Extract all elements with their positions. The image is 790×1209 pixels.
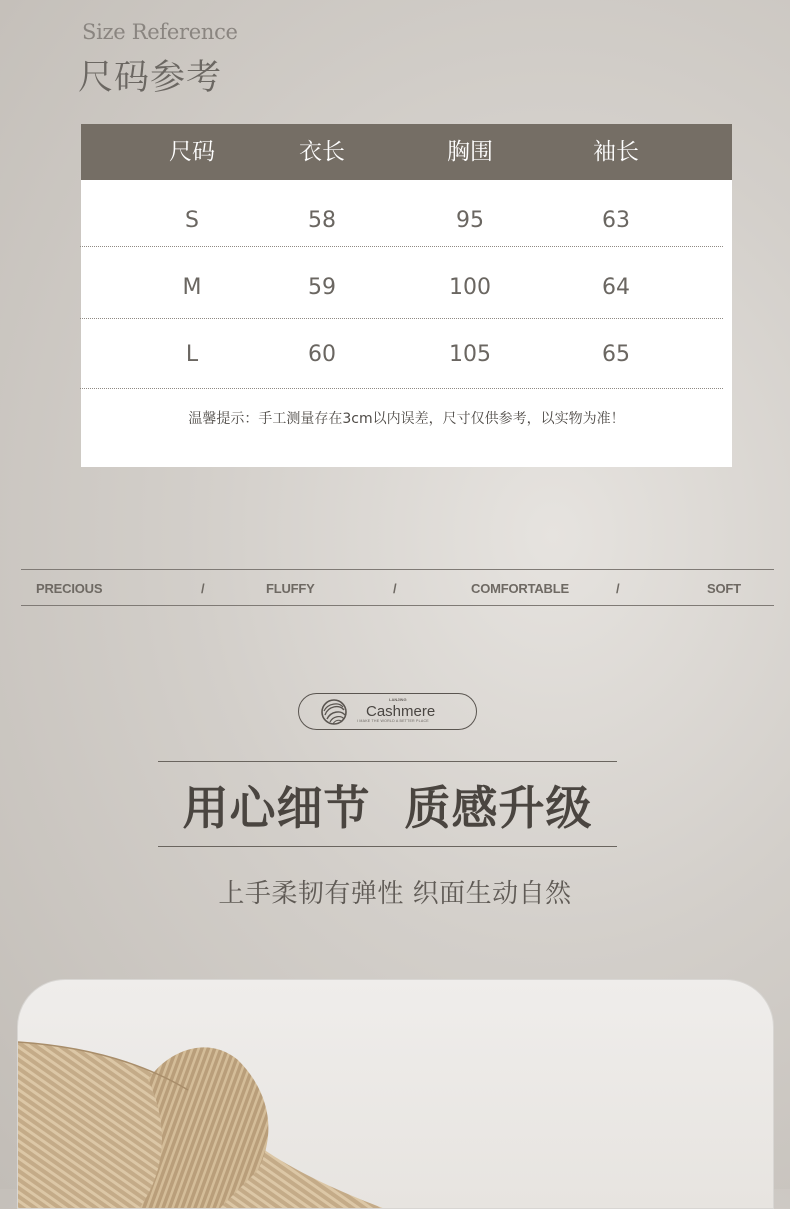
cashmere-badge <box>298 693 477 730</box>
table-cell: 58 <box>308 208 336 233</box>
header-length: 衣长 <box>299 139 345 165</box>
table-cell: S <box>185 208 199 233</box>
header-chest: 胸围 <box>447 139 493 165</box>
feature-separator: / <box>616 581 620 596</box>
brand-tagline: I MAKE THE WORLD A BETTER PLACE <box>357 719 429 723</box>
table-cell: 60 <box>308 342 336 367</box>
size-table <box>81 124 732 467</box>
headline-bottom-rule <box>158 846 617 847</box>
strip-bottom-rule <box>21 605 774 606</box>
brand-small-text: LANJING <box>389 697 407 702</box>
table-cell: 105 <box>449 342 491 367</box>
header-sleeve: 袖长 <box>593 139 639 165</box>
table-cell: 65 <box>602 342 630 367</box>
table-cell: M <box>182 275 202 300</box>
feature-separator: / <box>393 581 397 596</box>
measurement-note: 温馨提示：手工测量存在3cm以内误差，尺寸仅供参考，以实物为准！ <box>188 411 625 427</box>
table-cell: L <box>185 342 199 367</box>
table-cell: 64 <box>602 275 630 300</box>
feature-word-comfortable: COMFORTABLE <box>471 581 569 596</box>
row-divider <box>80 388 723 389</box>
table-cell: 95 <box>456 208 484 233</box>
table-cell: 63 <box>602 208 630 233</box>
feature-word-precious: PRECIOUS <box>36 581 103 596</box>
size-reference-title-zh: 尺码参考 <box>78 58 223 98</box>
header-size: 尺码 <box>169 139 215 165</box>
feature-word-soft: SOFT <box>707 581 741 596</box>
cashmere-wool-icon <box>319 698 349 730</box>
row-divider <box>80 246 723 247</box>
size-table-header <box>81 124 732 180</box>
row-divider <box>80 318 723 319</box>
headline-top-rule <box>158 761 617 762</box>
table-cell: 59 <box>308 275 336 300</box>
brand-name: Cashmere <box>366 703 436 720</box>
strip-top-rule <box>21 569 774 570</box>
table-cell: 100 <box>449 275 491 300</box>
headline: 用心细节 质感升级 <box>182 781 593 835</box>
subheadline: 上手柔韧有弹性 织面生动自然 <box>218 879 572 909</box>
feature-word-fluffy: FLUFFY <box>266 581 315 596</box>
feature-separator: / <box>201 581 205 596</box>
size-reference-title-en: Size Reference <box>82 20 238 44</box>
knit-sweater-detail-image <box>17 979 774 1209</box>
